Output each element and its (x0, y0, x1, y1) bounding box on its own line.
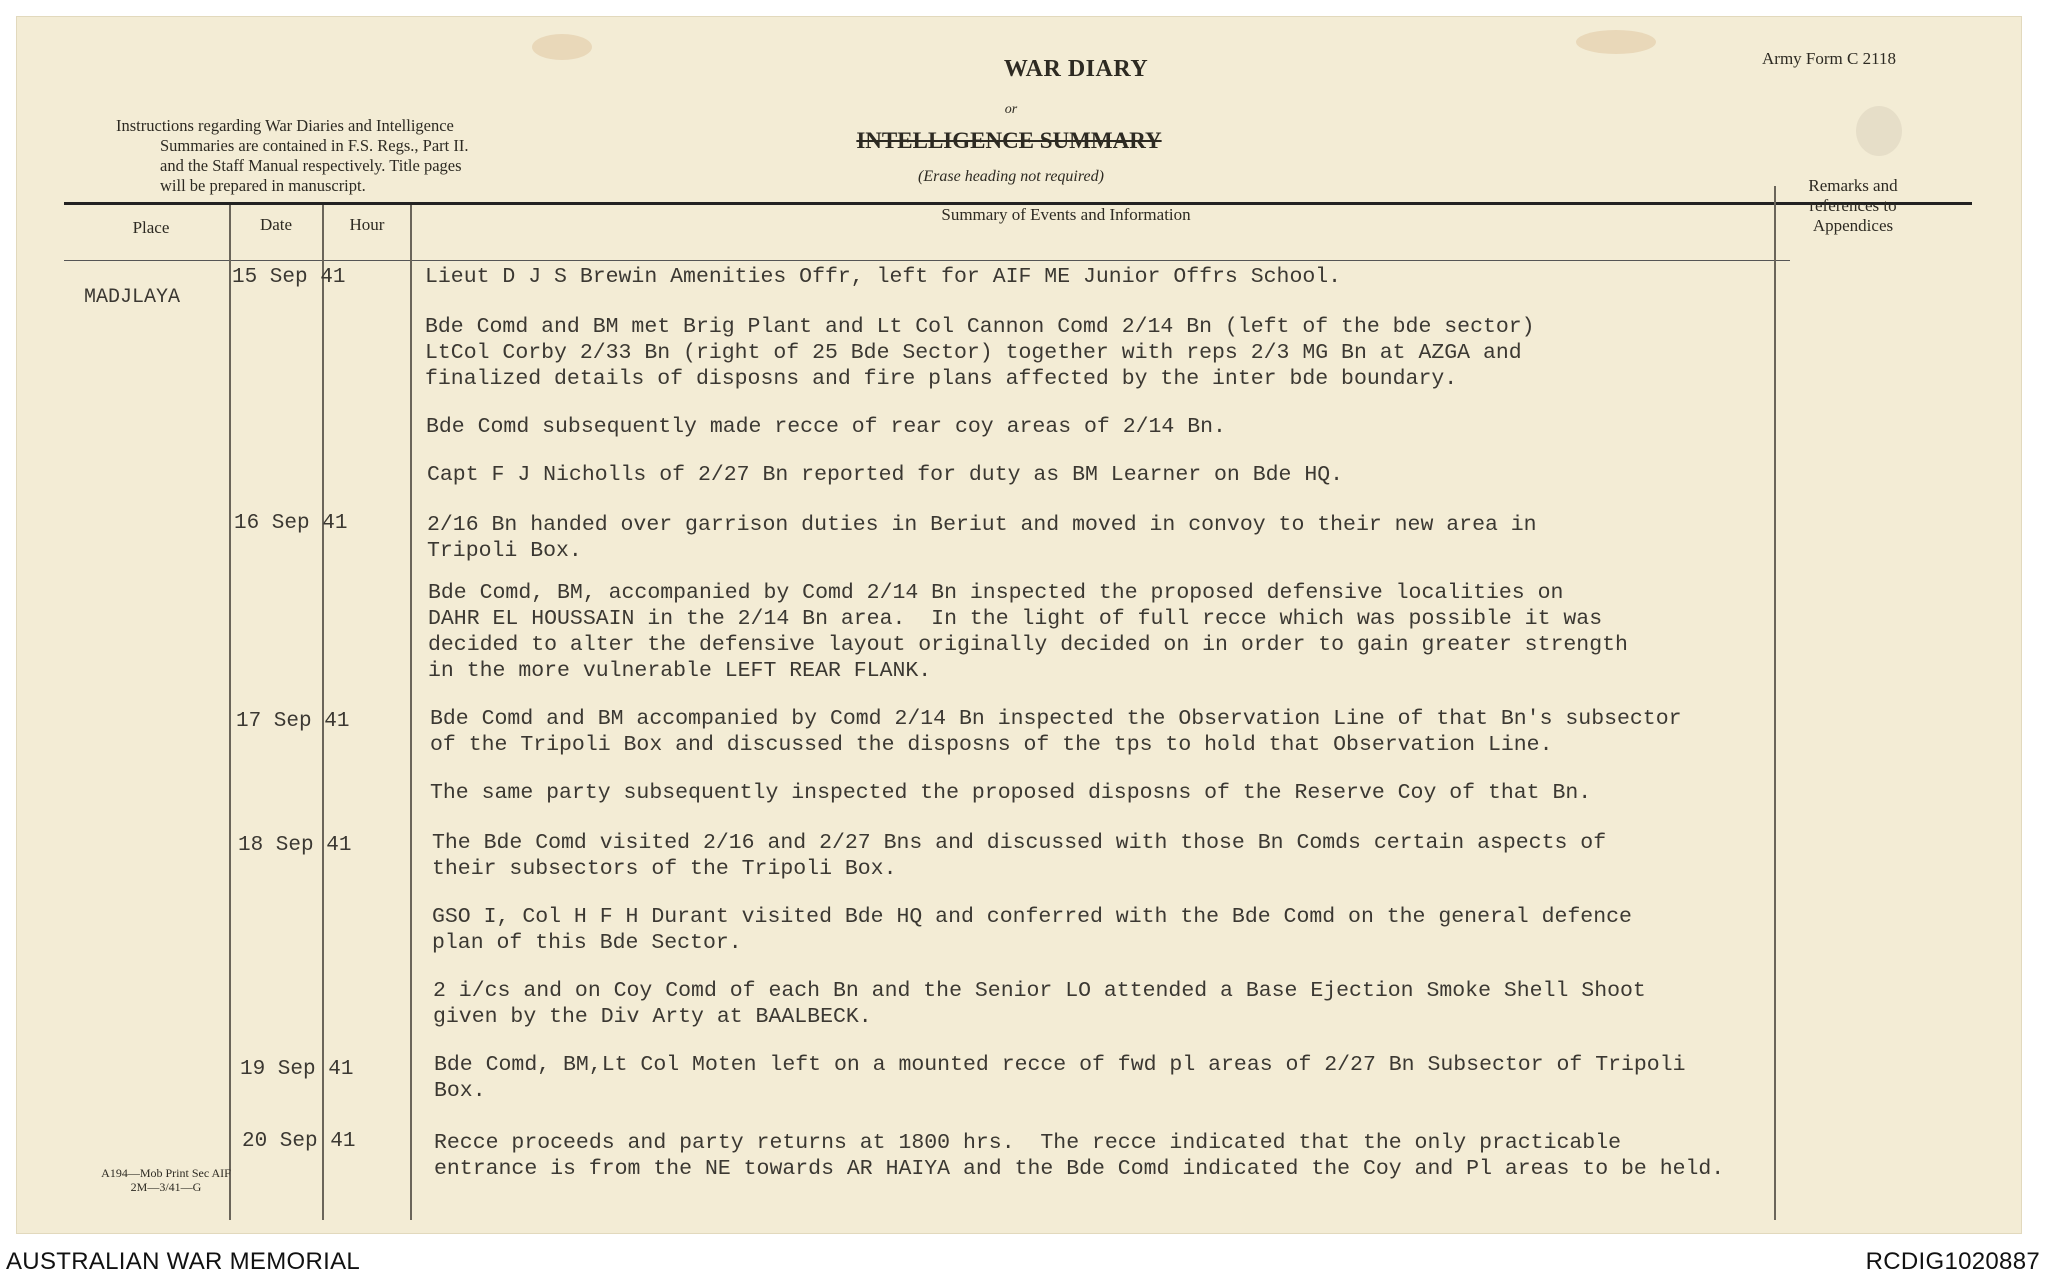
stain (532, 34, 592, 60)
column-divider (1774, 186, 1776, 1220)
header-date: Date (259, 215, 293, 234)
header-place: Place (132, 218, 170, 237)
erase-note: (Erase heading not required) (918, 168, 1104, 185)
instructions-line: will be prepared in manuscript. (160, 176, 366, 195)
summary-entry: 2/16 Bn handed over garrison duties in Beriut and moved in convoy to their new area in Tripoli Box. (427, 513, 1537, 563)
header-remarks (1778, 176, 1928, 236)
column-divider (410, 205, 412, 1220)
army-form-number: Army Form C 2118 (1762, 49, 1896, 68)
header-remarks-line: Remarks and (1808, 176, 1898, 195)
summary-entry: Capt F J Nicholls of 2/27 Bn reported for duty as BM Learner on Bde HQ. (427, 463, 1344, 487)
summary-entry: The same party subsequently inspected the proposed disposns of the Reserve Coy of that Bn. (430, 781, 1592, 805)
header-summary: Summary of Events and Information (941, 205, 1191, 224)
summary-entry: Recce proceeds and party returns at 1800 hrs. The recce indicated that the only practicable entrance is from the NE towards AR HAIYA and the Bde Comd indicated the Coy and Pl areas to be held. (434, 1131, 1725, 1181)
form-title: WAR DIARY (1003, 56, 1149, 82)
entry-date: 19 Sep 41 (240, 1058, 354, 1081)
summary-entry: Bde Comd subsequently made recce of rear coy areas of 2/14 Bn. (426, 415, 1226, 439)
footer-source: AUSTRALIAN WAR MEMORIAL (6, 1248, 361, 1275)
summary-entry: GSO I, Col H F H Durant visited Bde HQ and conferred with the Bde Comd on the general defence plan of this Bde Sector. (432, 905, 1632, 955)
form-title-or: or (1004, 102, 1018, 117)
stain (1576, 30, 1656, 54)
column-divider (229, 205, 231, 1220)
entry-date: 15 Sep 41 (232, 266, 346, 289)
print-code (76, 1166, 256, 1194)
summary-entry: Bde Comd, BM,Lt Col Moten left on a mounted recce of fwd pl areas of 2/27 Bn Subsector of Tripoli Box. (434, 1053, 1686, 1103)
summary-entry: Lieut D J S Brewin Amenities Offr, left for AIF ME Junior Offrs School. (425, 265, 1342, 289)
instructions-note (116, 116, 586, 196)
diary-page (16, 16, 2022, 1234)
entry-date: 16 Sep 41 (234, 512, 348, 535)
instructions-line: Summaries are contained in F.S. Regs., Part II. (160, 136, 469, 155)
summary-entry: Bde Comd, BM, accompanied by Comd 2/14 Bn inspected the proposed defensive localities on DAHR EL HOUSSAIN in the 2/14 Bn area. In the light of full recce which was possible it was decided to alter the defensive layout originally decided on in order to gain greater strength in the more vulnerable LEFT REAR FLANK. (428, 581, 1628, 683)
form-subtitle-struck: INTELLIGENCE SUMMARY (856, 128, 1162, 153)
print-code-line: A194—Mob Print Sec AIF (101, 1166, 231, 1180)
summary-entry: Bde Comd and BM met Brig Plant and Lt Col Cannon Comd 2/14 Bn (left of the bde sector) LtCol Corby 2/33 Bn (right of 25 Bde Sector) together with reps 2/3 MG Bn at AZGA and finalized details of disposns and fire plans affected by the inter bde boundary. (425, 315, 1535, 391)
instructions-line: Instructions regarding War Diaries and Intelligence (116, 116, 454, 135)
instructions-line: and the Staff Manual respectively. Title pages (160, 156, 462, 175)
print-code-line: 2M—3/41—G (130, 1180, 202, 1194)
summary-entry: Bde Comd and BM accompanied by Comd 2/14 Bn inspected the Observation Line of that Bn's subsector of the Tripoli Box and discussed the disposns of the tps to hold that Observation Line. (430, 707, 1682, 757)
footer-id: RCDIG1020887 (1865, 1248, 2040, 1275)
stain (1856, 106, 1902, 156)
place-value: MADJLAYA (84, 286, 181, 309)
header-remarks-line: Appendices (1812, 216, 1894, 235)
summary-entry: 2 i/cs and on Coy Comd of each Bn and the Senior LO attended a Base Ejection Smoke Shell Shoot given by the Div Arty at BAALBECK. (433, 979, 1646, 1029)
entry-date: 17 Sep 41 (236, 710, 350, 733)
header-remarks-line: references to (1809, 196, 1897, 215)
entry-date: 18 Sep 41 (238, 834, 352, 857)
summary-entry: The Bde Comd visited 2/16 and 2/27 Bns and discussed with those Bn Comds certain aspects of their subsectors of the Tripoli Box. (432, 831, 1607, 881)
entry-date: 20 Sep 41 (242, 1130, 356, 1153)
header-hour: Hour (349, 215, 385, 234)
